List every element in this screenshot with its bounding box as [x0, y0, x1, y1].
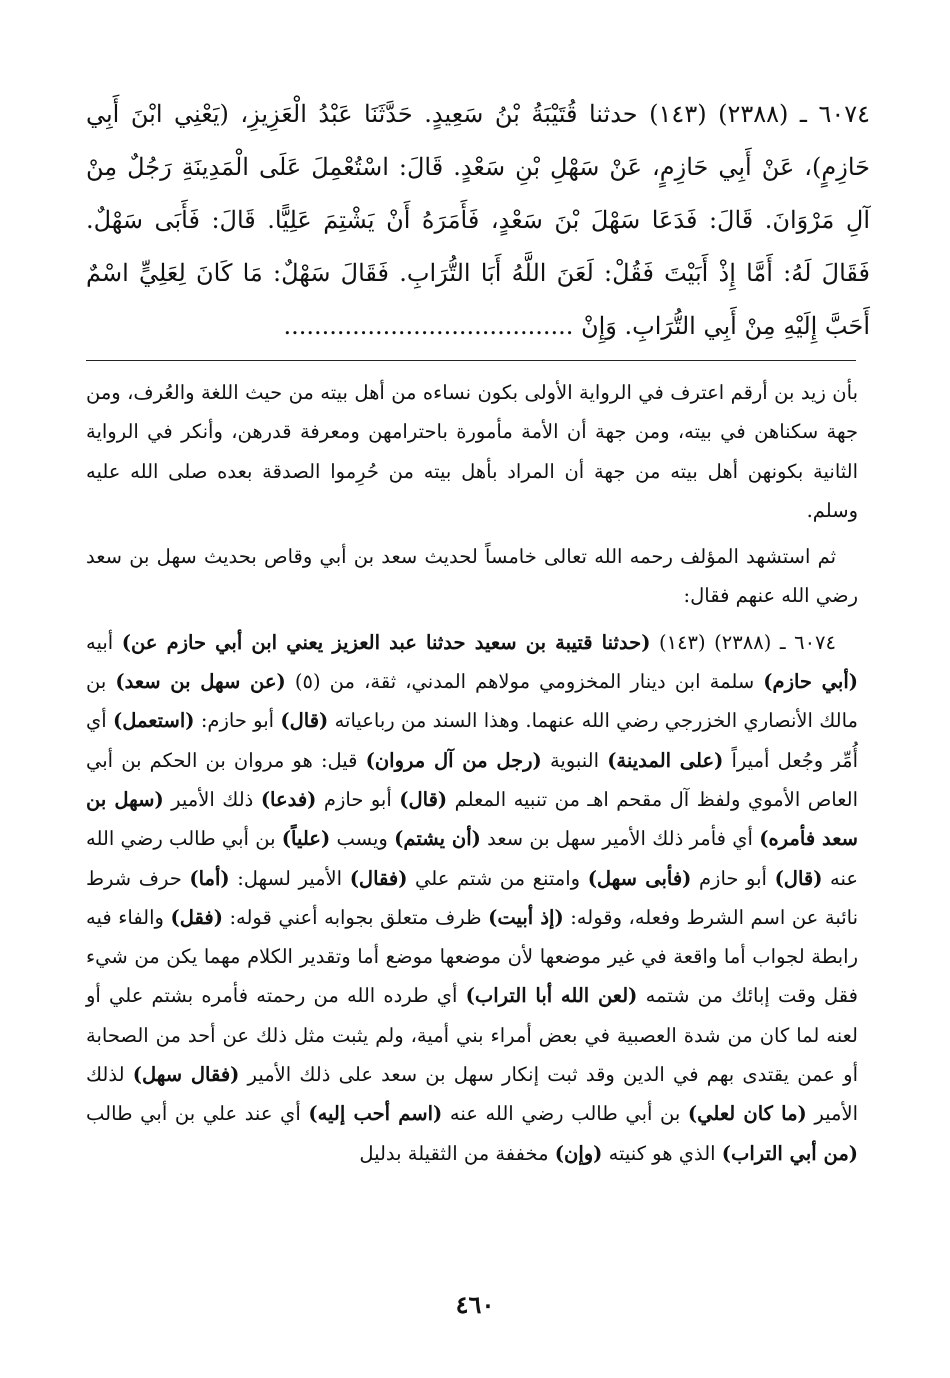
quoted-hadith-phrase: (إذ أبيت): [488, 905, 564, 929]
commentary-segment: والفاء فيه رابطة لجواب أما واقعة في غير موضعها لأن موضعها موضع أما وتقدير الكلام مهما يكن من شيء فقل وقت إبائك من شتمه: [86, 905, 858, 1008]
commentary-segment: أي طرده الله من رحمته فأمره بشتم علي أو لعنه لما كان من شدة العصبية في بعض أمراء بني أمية، ولم يثبت مثل ذلك عن أحد من الصحابة أو عمن يقتدى بهم في الدين وقد ثبت إنكار سهل بن سعد على ذلك الأمير: [86, 984, 858, 1087]
quoted-hadith-phrase: (على المدينة): [607, 748, 724, 772]
commentary-segment: ويسب: [330, 827, 395, 851]
commentary-segment: قيل: هو مروان بن الحكم بن أبي العاص الأموي ولفظ آل مقحم اهـ من تنبيه المعلم: [86, 748, 858, 811]
commentary-segment: أبيه: [86, 630, 122, 654]
commentary-paragraph-3: [86, 623, 858, 1173]
commentary-segment: الذي هو كنيته: [602, 1141, 722, 1165]
commentary-segment: وامتنع من شتم علي: [407, 866, 588, 890]
commentary: [86, 373, 858, 1173]
quoted-hadith-phrase: (أبي حازم): [763, 670, 858, 694]
quoted-hadith-phrase: (فقال سهل): [132, 1063, 240, 1087]
commentary-segment: مخففة من الثقيلة بدليل: [359, 1141, 555, 1165]
quoted-hadith-phrase: (قال): [774, 866, 823, 890]
page-number: ٤٦٠: [455, 1290, 495, 1319]
quoted-hadith-phrase: (حدثنا قتيبة بن سعيد حدثنا عبد العزيز يعني ابن أبي حازم عن): [121, 630, 651, 654]
commentary-segment: ظرف متعلق بجوابه أعني قوله:: [222, 905, 489, 929]
commentary-segment: ٦٠٧٤ ـ (٢٣٨٨) (١٤٣): [650, 630, 837, 654]
quoted-hadith-phrase: (من أبي التراب): [721, 1141, 858, 1165]
commentary-segment: أي أُمِّر وجُعل أميراً: [86, 709, 858, 772]
commentary-segment: حرف شرط نائبة عن اسم الشرط وفعله، وقوله:: [86, 866, 858, 929]
commentary-segment: الأمير لسهل:: [229, 866, 350, 890]
hadith-text: ٦٠٧٤ ـ (٢٣٨٨) (١٤٣) حدثنا قُتَيْبَةُ بْنُ سَعِيدٍ. حَدَّثَنَا عَبْدُ الْعَزِيزِ، (يَعْنِي ابْنَ أَبِي حَازِمٍ)، عَنْ أَبِي حَازِمٍ، عَنْ سَهْلِ بْنِ سَعْدٍ. قَالَ: اسْتُعْمِلَ عَلَى الْمَدِينَةِ رَجُلٌ مِنْ آلِ مَرْوَانَ. قَالَ: فَدَعَا سَهْلَ بْنَ سَعْدٍ، فَأَمَرَهُ أَنْ يَشْتِمَ عَلِيًّا. قَالَ: فَأَبَى سَهْلٌ. فَقَالَ لَهُ: أَمَّا إِذْ أَبَيْتَ فَقُلْ: لَعَنَ اللَّهُ أَبَا التُّرَابِ. فَقَالَ سَهْلٌ: مَا كَانَ لِعَلِيٍّ اسْمٌ أَحَبَّ إِلَيْهِ مِنْ أَبِي التُّرَابِ. وَإِنْ ......................................: [86, 100, 871, 340]
quoted-hadith-phrase: (سهل بن سعد فأمره): [86, 787, 858, 851]
commentary-segment: أبو حازم: [316, 787, 400, 811]
quoted-hadith-phrase: (رجل من آل مروان): [365, 748, 542, 772]
commentary-paragraph-2: ثم استشهد المؤلف رحمه الله تعالى خامساً لحديث سعد بن أبي وقاص بحديث سهل بن سعد رضي الله عنهم فقال:: [86, 545, 858, 608]
quoted-hadith-phrase: (ما كان لعلي): [687, 1102, 807, 1126]
quoted-hadith-phrase: (أما): [189, 866, 230, 890]
quoted-hadith-phrase: (اسم أحب إليه): [308, 1102, 443, 1126]
quoted-hadith-phrase: (قال): [280, 709, 329, 733]
commentary-paragraph-1: بأن زيد بن أرقم اعترف في الرواية الأولى بكون نساءه من أهل بيته من حيث اللغة والعُرف، ومن جهة سكناهن في بيته، ومن جهة أن الأمة مأمورة باحترامهن ومعرفة قدرهن، وأنكر في الرواية الثانية بكونهن أهل بيته من جهة أن المراد بأهل بيته من حُرِموا الصدقة بعده صلى الله عليه وسلم.: [86, 381, 858, 522]
quoted-hadith-phrase: (علياً): [281, 827, 331, 851]
commentary-segment: أي عند علي بن أبي طالب: [86, 1102, 309, 1126]
commentary-segment: أبو حازم:: [194, 709, 281, 733]
commentary-segment: أبو حازم: [691, 866, 775, 890]
quoted-hadith-phrase: (وإن): [554, 1141, 603, 1165]
commentary-segment: ذلك الأمير: [163, 787, 261, 811]
quoted-hadith-phrase: (استعمل): [112, 709, 195, 733]
commentary-segment: لذلك الأمير: [86, 1063, 859, 1126]
commentary-segment: سلمة ابن دينار المخزومي مولاهم المدني، ثقة، من (٥): [285, 670, 764, 694]
quoted-hadith-phrase: (قال): [399, 787, 448, 811]
quoted-hadith-phrase: (فدعا): [260, 787, 317, 811]
commentary-segment: النبوية: [541, 748, 608, 772]
quoted-hadith-phrase: (فأبى سهل): [587, 866, 692, 890]
quoted-hadith-phrase: (لعن الله أبا التراب): [465, 984, 638, 1008]
footnote-divider: [86, 360, 856, 361]
commentary-segment: أي فأمر ذلك الأمير سهل بن سعد: [480, 827, 760, 851]
quoted-hadith-phrase: (أن يشتم): [394, 827, 481, 851]
commentary-segment: بن مالك الأنصاري الخزرجي رضي الله عنهما. وهذا السند من رباعياته: [86, 670, 858, 733]
commentary-segment: بن أبي طالب رضي الله عنه: [442, 1102, 688, 1126]
quoted-hadith-phrase: (فقل): [170, 905, 223, 929]
commentary-segment: بن أبي طالب رضي الله عنه: [86, 827, 859, 890]
quoted-hadith-phrase: (عن سهل بن سعد): [115, 670, 286, 694]
quoted-hadith-phrase: (فقال): [349, 866, 408, 890]
